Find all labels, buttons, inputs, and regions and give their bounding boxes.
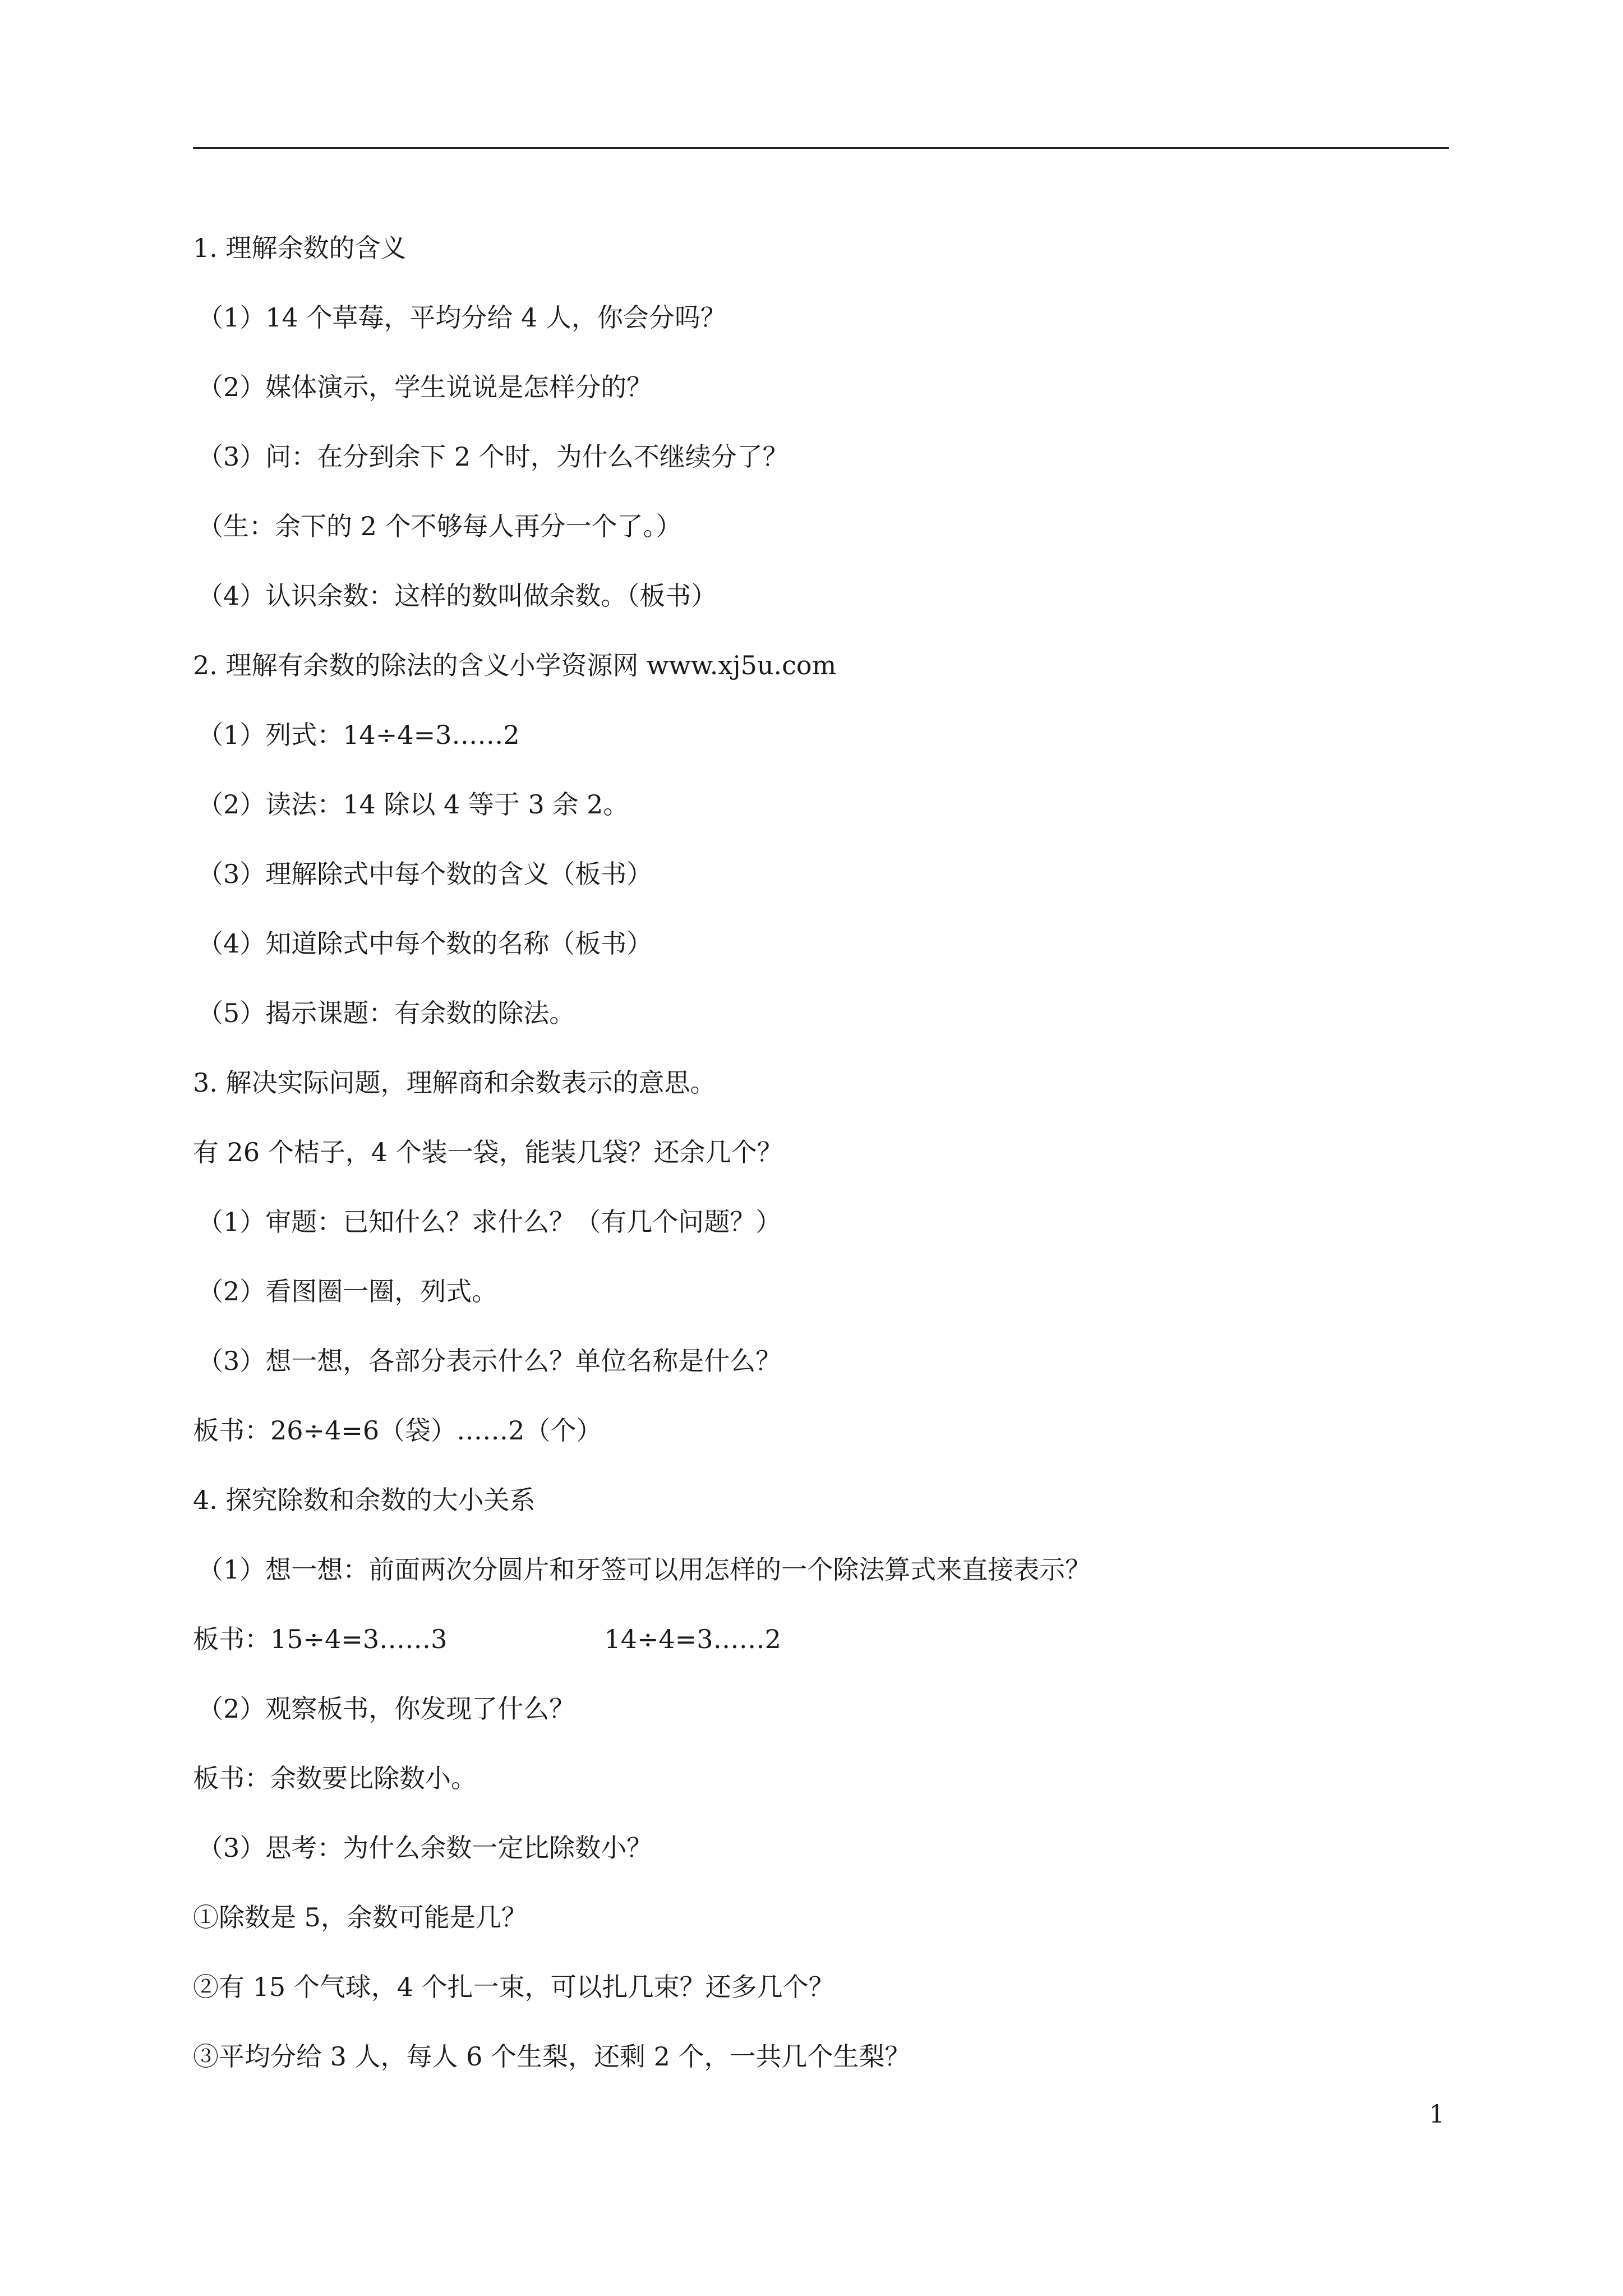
text-line: （2）读法：14 除以 4 等于 3 余 2。 xyxy=(197,789,629,820)
board-note-right: 14÷4=3……2 xyxy=(604,1624,781,1654)
section-heading-2: 2. 理解有余数的除法的含义小学资源网 www.xj5u.com xyxy=(193,650,837,680)
problem-statement: 有 26 个桔子，4 个装一袋，能装几袋？还余几个？ xyxy=(193,1137,783,1167)
section-heading-1: 1. 理解余数的含义 xyxy=(193,233,407,263)
text-line: （3）理解除式中每个数的含义（板书） xyxy=(197,859,653,889)
section-heading-3: 3. 解决实际问题，理解商和余数表示的意思。 xyxy=(193,1068,716,1098)
text-line: （3）想一想，各部分表示什么？单位名称是什么？ xyxy=(197,1346,782,1376)
text-line: （3）问：在分到余下 2 个时，为什么不继续分了？ xyxy=(197,441,789,472)
document-body xyxy=(193,213,1449,2091)
header-rule xyxy=(193,147,1449,149)
board-note-left: 板书：15÷4=3……3 xyxy=(193,1624,448,1654)
board-note: 板书：余数要比除数小。 xyxy=(193,1763,477,1793)
text-line: （1）列式：14÷4=3……2 xyxy=(197,720,520,750)
text-line: （1）想一想：前面两次分圆片和牙签可以用怎样的一个除法算式来直接表示？ xyxy=(197,1554,1091,1585)
board-note: 板书：26÷4=6（袋）……2（个） xyxy=(193,1415,602,1446)
text-line: （5）揭示课题：有余数的除法。 xyxy=(197,998,575,1028)
section-heading-4: 4. 探究除数和余数的大小关系 xyxy=(193,1485,536,1515)
text-line: （1）14 个草莓，平均分给 4 人，你会分吗？ xyxy=(197,302,726,333)
text-line: （1）审题：已知什么？求什么？（有几个问题？） xyxy=(197,1207,782,1237)
text-line: （2）媒体演示，学生说说是怎样分的？ xyxy=(197,372,653,402)
text-line: （生：余下的 2 个不够每人再分一个了。） xyxy=(197,511,682,541)
question-item: ②有 15 个气球，4 个扎一束，可以扎几束？还多几个？ xyxy=(193,1972,834,2002)
question-item: ③平均分给 3 人，每人 6 个生梨，还剩 2 个，一共几个生梨？ xyxy=(193,2041,911,2072)
board-note-pair xyxy=(193,1604,1449,1674)
text-line: （4）知道除式中每个数的名称（板书） xyxy=(197,928,653,959)
text-line: （4）认识余数：这样的数叫做余数。（板书） xyxy=(197,581,717,611)
question-item: ①除数是 5，余数可能是几？ xyxy=(193,1902,527,1932)
page-number: 1 xyxy=(1429,2100,1445,2129)
text-line: （3）思考：为什么余数一定比除数小？ xyxy=(197,1833,653,1863)
text-line: （2）看图圈一圈，列式。 xyxy=(197,1276,498,1306)
text-line: （2）观察板书，你发现了什么？ xyxy=(197,1694,575,1724)
